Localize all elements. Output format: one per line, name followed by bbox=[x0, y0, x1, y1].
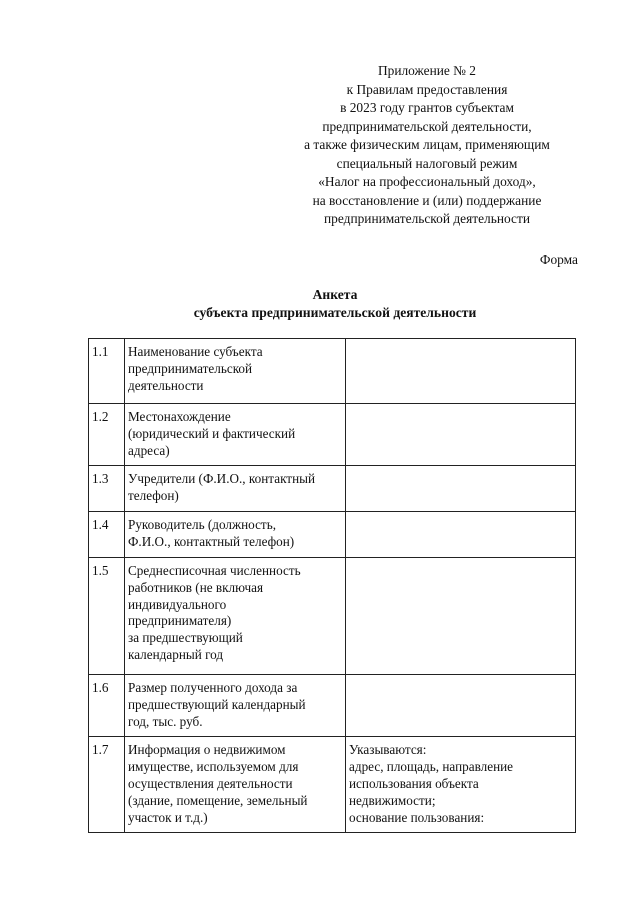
row-number: 1.4 bbox=[89, 512, 125, 558]
appendix-header bbox=[262, 62, 592, 229]
row-label: Среднесписочная численность работников (не включая индивидуального предпринимателя) за предшествующий календарный год bbox=[125, 557, 346, 674]
table-row bbox=[89, 674, 576, 736]
appendix-line: предпринимательской деятельности bbox=[324, 211, 530, 226]
row-label: Информация о недвижимом имуществе, используемом для осуществления деятельности (здание, помещение, земельный участок и т.д.) bbox=[125, 737, 346, 833]
title-line-2: субъекта предпринимательской деятельности bbox=[193, 305, 477, 320]
table-row bbox=[89, 557, 576, 674]
row-value-cell: Указываются: адрес, площадь, направление использования объекта недвижимости; основание пользования: bbox=[346, 737, 576, 833]
row-number: 1.3 bbox=[89, 466, 125, 512]
appendix-line: специальный налоговый режим bbox=[336, 155, 518, 171]
appendix-line: «Налог на профессиональный доход», bbox=[318, 174, 536, 189]
row-value-cell bbox=[346, 674, 576, 736]
document-title bbox=[130, 286, 540, 322]
row-number: 1.6 bbox=[89, 674, 125, 736]
appendix-line: к Правилам предоставления bbox=[346, 81, 508, 97]
row-label: Местонахождение (юридический и фактический адреса) bbox=[125, 404, 346, 466]
row-value-cell bbox=[346, 466, 576, 512]
appendix-line: на восстановление и (или) поддержание bbox=[312, 192, 542, 208]
row-value-cell bbox=[346, 557, 576, 674]
table-row bbox=[89, 339, 576, 404]
row-label: Учредители (Ф.И.О., контактный телефон) bbox=[125, 466, 346, 512]
row-label: Наименование субъекта предпринимательской деятельности bbox=[125, 339, 346, 404]
row-value-cell bbox=[346, 404, 576, 466]
table-row bbox=[89, 737, 576, 833]
row-number: 1.1 bbox=[89, 339, 125, 404]
row-value-cell bbox=[346, 512, 576, 558]
row-label: Размер полученного дохода за предшествующий календарный год, тыс. руб. bbox=[125, 674, 346, 736]
appendix-line: в 2023 году грантов субъектам bbox=[340, 100, 514, 115]
form-label: Форма bbox=[539, 252, 578, 267]
row-label: Руководитель (должность, Ф.И.О., контактный телефон) bbox=[125, 512, 346, 558]
row-value-cell bbox=[346, 339, 576, 404]
row-number: 1.5 bbox=[89, 557, 125, 674]
title-line-1: Анкета bbox=[312, 287, 358, 302]
row-number: 1.2 bbox=[89, 404, 125, 466]
appendix-line: предпринимательской деятельности, bbox=[322, 118, 532, 134]
questionnaire-table bbox=[88, 338, 576, 833]
table-row bbox=[89, 466, 576, 512]
table-row bbox=[89, 404, 576, 466]
table-row bbox=[89, 512, 576, 558]
appendix-line: а также физическим лицам, применяющим bbox=[304, 137, 550, 152]
row-number: 1.7 bbox=[89, 737, 125, 833]
appendix-line: Приложение № 2 bbox=[377, 63, 477, 78]
